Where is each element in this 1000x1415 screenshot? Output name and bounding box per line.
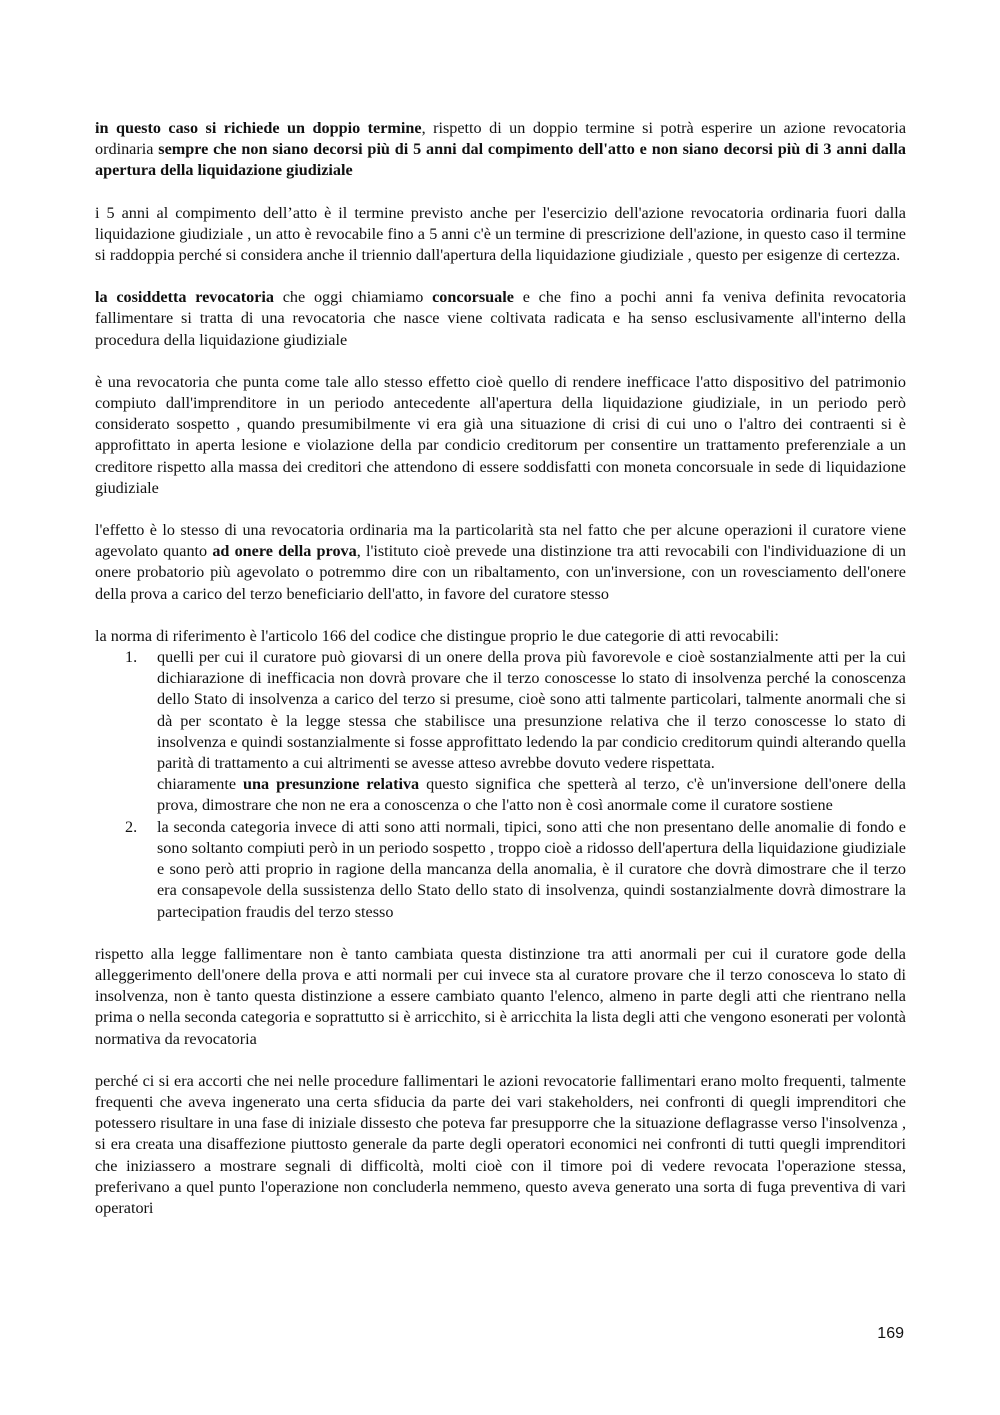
paragraph-8: perché ci si era accorti che nei nelle procedure fallimentari le azioni revocatorie fallimentari erano molto frequenti, talmente frequenti che aveva ingenerato una certa sfiducia da parte dei vari stakeholders, nei confronti di quegli imprenditori che potessero risultare in una fase di iniziale dissesto che poteva far presupporre che la situazione deflagrasse verso l'insolvenza , si era creata una disaffezione piuttosto generale da parte degli operatori economici nei confronti di tutti quegli imprenditori che iniziassero a mostrare segnali di difficoltà, molti cioè con il timore poi di vedere revocata l'operazione stessa, preferivano a quel punto l'operazione non concluderla nemmeno, questo aveva generato una sorta di fuga preventiva di vari operatori [95, 1071, 906, 1217]
list-item-subparagraph [157, 774, 906, 816]
paragraph-4: è una revocatoria che punta come tale allo stesso effetto cioè quello di rendere inefficace l'atto dispositivo del patrimonio compiuto dall'imprenditore in un periodo antecedente all'apertura della liquidazione giudiziale, in un periodo però considerato sospetto , quando presumibilmente vi era già una situazione di crisi di cui uno o l'altro dei contraenti si è approfittato in aperta lesione e violazione della par condicio creditorum per consentire un trattamento preferenziale a un creditore rispetto alla massa dei creditori che attendono di essere soddisfatti con moneta concorsuale in sede di liquidazione giudiziale [95, 372, 906, 497]
paragraph-1 [95, 118, 906, 182]
paragraph-5 [95, 520, 906, 605]
paragraph-7: rispetto alla legge fallimentare non è tanto cambiata questa distinzione tra atti anormali per cui il curatore gode della alleggerimento dell'onere della prova e atti normali per cui invece sta al curatore provare che il terzo conosceva lo stato di insolvenza, non è tanto questa distinzione a essere cambiato quanto l'elenco, almeno in parte degli atti che rientrano nella prima o nella seconda categoria e soprattutto si è arricchito, si è arricchita la lista degli atti che vengono esonerati per volontà normativa da revocatoria [95, 944, 906, 1048]
list-item-text: la seconda categoria invece di atti sono atti normali, tipici, sono atti che non presentano delle anomalie di fondo e sono soltanto compiuti però in un periodo sospetto , troppo cioè a ridosso dell'apertura della liquidazione giudiziale e sono però atti proprio in ragione della mancanza della anomalia, è il curatore che dovrà dimostrare che il terzo era consapevole della sussistenza dello Stato dello stato di insolvenza, quindi sostanzialmente dovrà dimostrare la partecipation fraudis del terzo stesso [157, 817, 906, 921]
list-number: 2. [125, 817, 138, 836]
bold-text: una presunzione relativa [243, 775, 420, 794]
paragraph-2: i 5 anni al compimento dell’atto è il termine previsto anche per l'esercizio dell'azione revocatoria ordinaria fuori dalla liquidazione giudiziale , un atto è revocabile fino a 5 anni c'è un termine di prescrizione dell'azione, in questo caso il termine si raddoppia perché si considera anche il triennio dall'apertura della liquidazione giudiziale , questo per esigenze di certezza. [95, 203, 906, 265]
text-run: e che fino a pochi anni fa veniva definita revocatoria fallimentare si tratta di una revocatoria che nasce viene coltivata radicata e ha senso esclusivamente all'interno della procedura della liquidazione giudiziale [95, 288, 906, 349]
bold-text: sempre che non siano decorsi più di 5 anni dal compimento dell'atto e non siano decorsi più di 3 anni dalla apertura della liquidazione giudiziale [95, 140, 906, 180]
text-run: l'effetto è lo stesso di una revocatoria ordinaria ma la particolarità sta nel fatto che per alcune operazioni il curatore viene agevolato quanto [95, 521, 906, 561]
list-number: 1. [125, 648, 138, 667]
bold-text: in questo caso si richiede un doppio termine [95, 119, 422, 137]
bold-text: concorsuale [432, 288, 514, 307]
text-run: questo significa che spetterà al terzo, c'è un'inversione dell'onere della prova, dimostrare che non ne era a conoscenza o che l'atto non è così anormale come il curatore sostiene [157, 775, 906, 815]
text-run: che oggi chiamiamo [274, 288, 433, 307]
list-item [95, 817, 906, 923]
text-run: chiaramente [157, 775, 244, 794]
numbered-list [95, 647, 906, 923]
paragraph-3 [95, 287, 906, 351]
text-run: , rispetto di un doppio termine si potrà esperire un azione revocatoria ordinaria [95, 119, 906, 159]
page-number: 169 [877, 1325, 904, 1342]
bold-text: ad onere della prova [212, 542, 357, 561]
text-run: , l'istituto cioè prevede una distinzione tra atti revocabili con l'individuazione di un onere probatorio più agevolato o potremmo dire con un ribaltamento, con un'inversione, con un rovesciamento dell'onere della prova a carico del terzo beneficiario dell'atto, in favore del curatore stesso [95, 542, 906, 603]
bold-text: la cosiddetta revocatoria [95, 288, 275, 307]
paragraph-6: la norma di riferimento è l'articolo 166 del codice che distingue proprio le due categorie di atti revocabili: [95, 626, 779, 645]
list-item [95, 647, 906, 817]
document-body [95, 118, 906, 1240]
list-item-text: quelli per cui il curatore può giovarsi di un onere della prova più favorevole e cioè sostanzialmente atti per la cui dichiarazione di inefficacia non dovrà provare che il terzo conoscesse lo stato di insolvenza perché la conoscenza dello Stato di insolvenza a carico del terzo si presume, cioè sono atti talmente particolari, talmente anormali che si dà per scontato è la legge stessa che stabilisce una presunzione relativa che il terzo conoscesse lo stato di insolvenza e quindi sostanzialmente si fosse approfittato ledendo la par condicio creditorum quindi alterando quella parità di trattamento a cui altrimenti se avesse atteso avrebbe dovuto vedere rispettata. [157, 648, 906, 773]
